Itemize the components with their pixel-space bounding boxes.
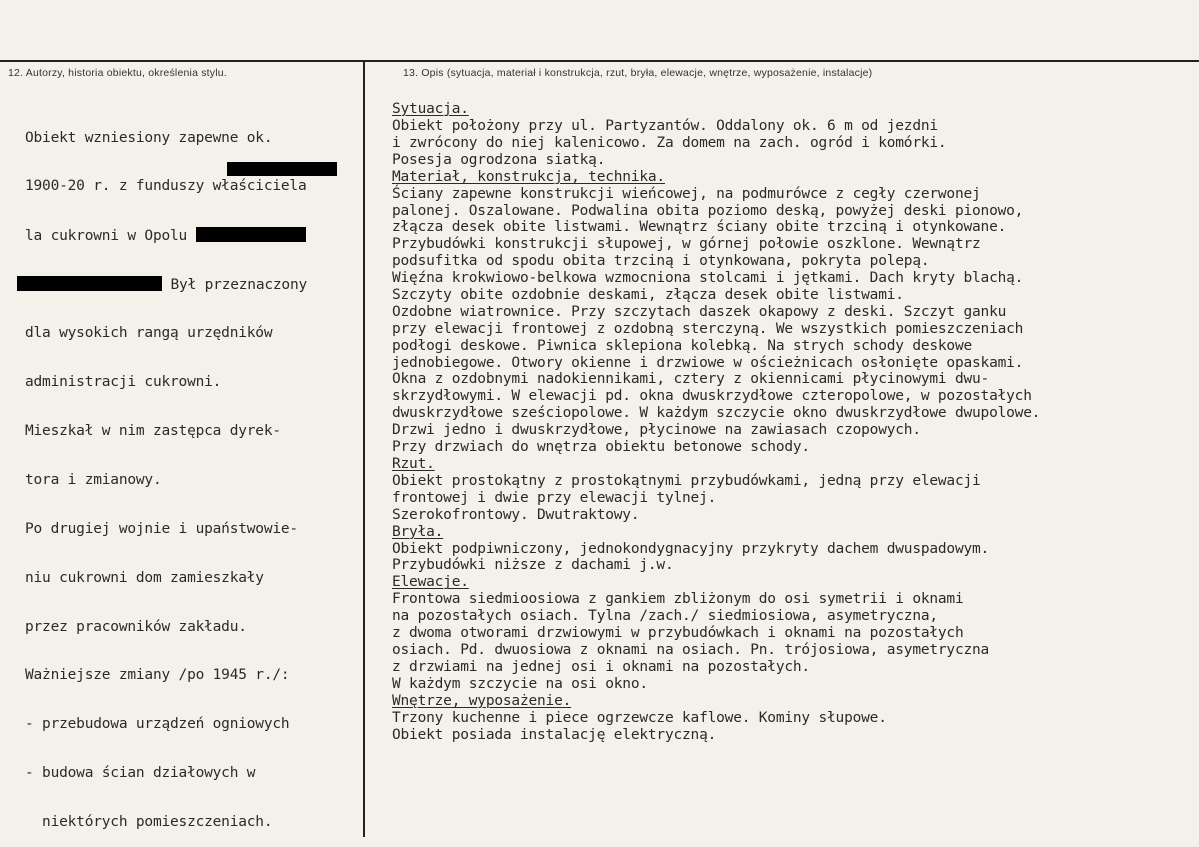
section-heading: Wnętrze, wyposażenie. <box>392 692 572 709</box>
text-line: Okna z ozdobnymi nadokiennikami, cztery z okiennicami płycinowymi dwu- <box>392 371 990 388</box>
text-line: Więźna krokwiowo-belkowa wzmocniona stolcami i jętkami. Dach kryty blachą. <box>392 270 1024 287</box>
text-line: Posesja ogrodzona siatką. <box>392 151 606 168</box>
text-line: na pozostałych osiach. Tylna /zach./ siedmiosiowa, asymetryczna, <box>392 608 938 625</box>
text-line: niektórych pomieszczeniach. <box>25 814 273 831</box>
text-line: Drzwi jedno i dwuskrzydłowe, płycinowe na zawiasach czopowych. <box>392 422 921 439</box>
text-line: Po drugiej wojnie i upaństwowie- <box>25 520 298 537</box>
section-heading: Bryła. <box>392 523 444 540</box>
section-massing <box>392 524 1182 575</box>
text-line: przez pracowników zakładu. <box>25 618 247 635</box>
history-text <box>25 97 355 847</box>
section-heading: Sytuacja. <box>392 101 469 117</box>
text-line: z dwoma otworami drzwiowymi w przybudówkach i oknami na pozostałych <box>392 625 964 642</box>
text-line: Obiekt wzniesiony zapewne ok. <box>25 129 273 146</box>
text-line: administracji cukrowni. <box>25 374 222 391</box>
text-line: podsufitka od spodu obita trzciną i otynkowana, pokryta polepą. <box>392 253 930 270</box>
redaction-block <box>17 276 162 291</box>
text-line: Przy drzwiach do wnętrza obiektu betonowe schody. <box>392 439 810 456</box>
text-line: - budowa ścian działowych w <box>25 765 256 782</box>
text-line: dla wysokich rangą urzędników <box>25 325 273 342</box>
text-line: Szczyty obite ozdobnie deskami, złącza desek obite listwami. <box>392 287 904 304</box>
text-line: W każdym szczycie na osi okno. <box>392 675 648 692</box>
text-line: Trzony kuchenne i piece ogrzewcze kaflowe. Kominy słupowe. <box>392 709 887 726</box>
description-text <box>392 101 1182 744</box>
text-line: palonej. Oszalowane. Podwalina obita poziomo deską, powyżej deski pionowo, <box>392 202 1024 219</box>
text-line: złącza desek obite listwami. Wewnątrz ściany obite trzciną i otynkowane. <box>392 219 1007 236</box>
text-line: Szerokofrontowy. Dwutraktowy. <box>392 506 640 523</box>
section-situation <box>392 101 1182 169</box>
text-line: Frontowa siedmioosiowa z gankiem zbliżonym do osi symetrii i oknami <box>392 591 964 608</box>
text-line: - przebudowa urządzeń ogniowych <box>25 716 290 733</box>
section-heading: Materiał, konstrukcja, technika. <box>392 168 665 185</box>
text-line: niu cukrowni dom zamieszkały <box>25 569 264 586</box>
text-line: 1900-20 r. z funduszy właściciela <box>25 178 355 194</box>
text-line: skrzydłowymi. W elewacji pd. okna dwuskrzydłowe czteropolowe, w pozostałych <box>392 388 1032 405</box>
section-elevations <box>392 574 1182 692</box>
text-line: frontowej i dwie przy elewacji tylnej. <box>392 489 717 506</box>
section-material <box>392 169 1182 456</box>
text-line: z drzwiami na jednej osi i oknami na pozostałych. <box>392 658 810 675</box>
text-line: i zwrócony do niej kalenicowo. Za domem na zach. ogród i komórki. <box>392 134 947 151</box>
text-line: la cukrowni w Opolu <box>25 227 355 243</box>
text-line: Obiekt położony przy ul. Partyzantów. Oddalony ok. 6 m od jezdni <box>392 118 938 134</box>
text-line: podłogi deskowe. Piwnica sklepiona kolebką. Na strych schody deskowe <box>392 337 973 354</box>
text-line: tora i zmianowy. <box>25 471 162 488</box>
text-line: Był przeznaczony <box>25 276 355 292</box>
text-line: dwuskrzydłowe sześciopolowe. W każdym szczycie okno dwuskrzydłowe dwupolowe. <box>392 405 1041 422</box>
column-divider <box>363 60 365 837</box>
right-column-header: 13. Opis (sytuacja, materiał i konstrukcja, rzut, bryła, elewacje, wnętrze, wyposażenie, instalacje) <box>403 67 873 79</box>
redaction-block <box>196 227 306 242</box>
text-line: jednobiegowe. Otwory okienne i drzwiowe w ościeżnicach osłonięte opaskami. <box>392 354 1024 371</box>
text-line: Ważniejsze zmiany /po 1945 r./: <box>25 667 290 684</box>
text-line: Mieszkał w nim zastępca dyrek- <box>25 422 281 439</box>
redaction-block <box>227 162 337 176</box>
text-line: Obiekt posiada instalację elektryczną. <box>392 726 717 743</box>
left-column-header: 12. Autorzy, historia obiektu, określenia stylu. <box>8 67 227 79</box>
text-line: Obiekt podpiwniczony, jednokondygnacyjny przykryty dachem dwuspadowym. <box>392 540 990 557</box>
text-line: Przybudówki niższe z dachami j.w. <box>392 557 674 574</box>
section-plan <box>392 456 1182 524</box>
section-heading: Rzut. <box>392 455 435 472</box>
text-line: przy elewacji frontowej z ozdobną sterczyną. We wszystkich pomieszczeniach <box>392 320 1024 337</box>
text-line: Ściany zapewne konstrukcji wieńcowej, na podmurówce z cegły czerwonej <box>392 185 981 202</box>
section-heading: Elewacje. <box>392 574 469 591</box>
top-rule <box>0 60 1199 62</box>
text-line: Obiekt prostokątny z prostokątnymi przybudówkami, jedną przy elewacji <box>392 472 981 489</box>
text-line: Ozdobne wiatrownice. Przy szczytach daszek okapowy z deski. Szczyt ganku <box>392 303 1007 320</box>
text-line: Przybudówki konstrukcji słupowej, w górnej połowie oszklone. Wewnątrz <box>392 236 981 253</box>
text-line: osiach. Pd. dwuosiowa z oknami na osiach. Pn. trójosiowa, asymetryczna <box>392 642 990 659</box>
section-interior <box>392 693 1182 744</box>
